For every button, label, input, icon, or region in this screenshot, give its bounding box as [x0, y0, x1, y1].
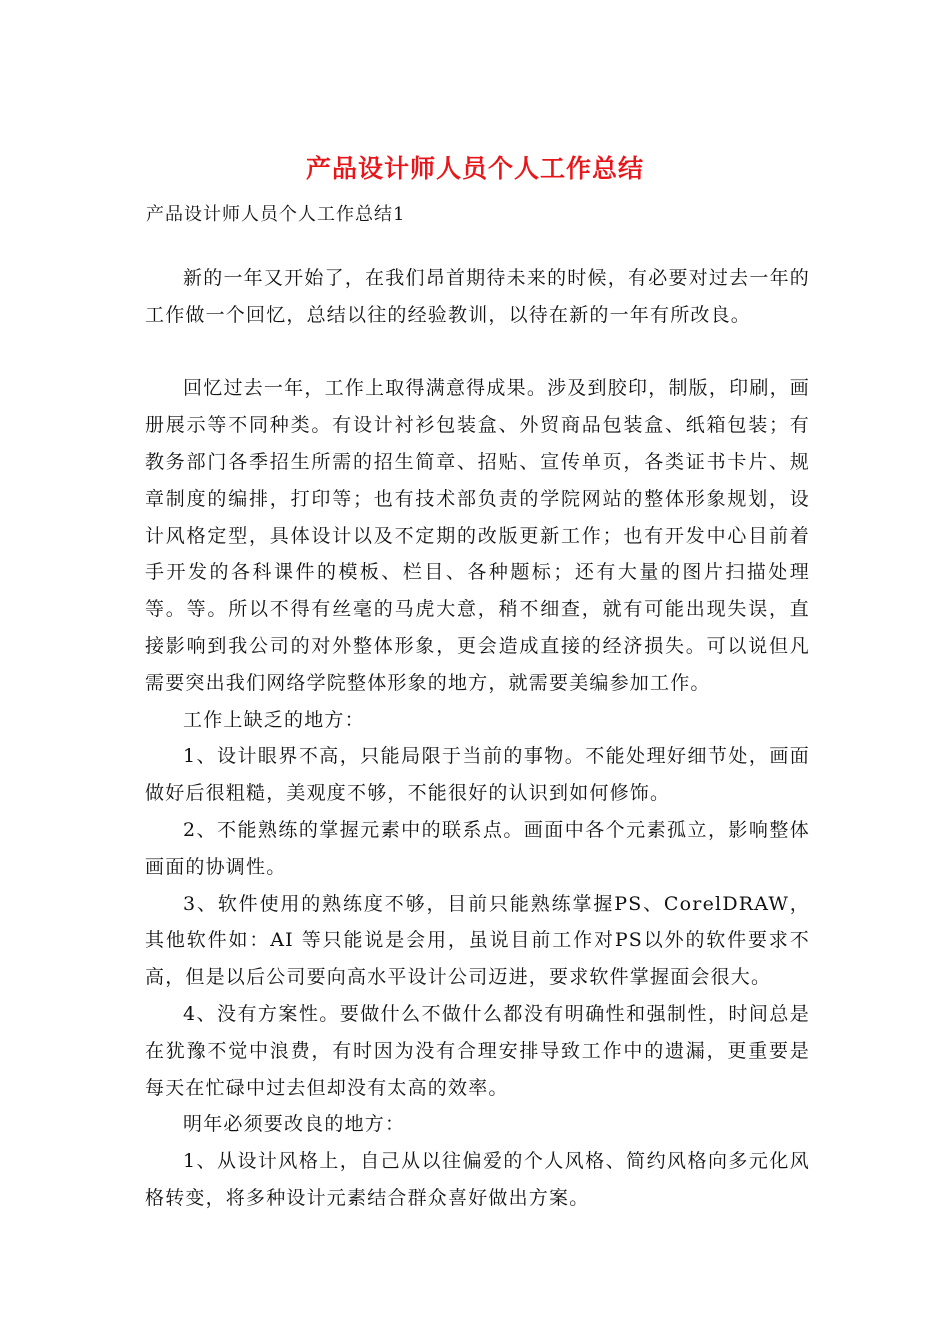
- paragraph-review: 回忆过去一年，工作上取得满意得成果。涉及到胶印，制版，印刷，画册展示等不同种类。有设计衬衫包装盒、外贸商品包装盒、纸箱包装；有教务部门各季招生所需的招生简章、招贴、宣传单页，各类证书卡片、规章制度的编排，打印等；也有技术部负责的学院网站的整体形象规划，设计风格定型，具体设计以及不定期的改版更新工作；也有开发中心目前着手开发的各科课件的模板、栏目、各种题标；还有大量的图片扫描处理等。等。所以不得有丝毫的马虎大意，稍不细查，就有可能出现失误，直接影响到我公司的对外整体形象，更会造成直接的经济损失。可以说但凡需要突出我们网络学院整体形象的地方，就需要美编参加工作。: [145, 377, 810, 694]
- document-title: 产品设计师人员个人工作总结: [305, 154, 644, 183]
- document-subtitle: 产品设计师人员个人工作总结1: [146, 204, 406, 225]
- paragraph-shortcoming-4: 4、没有方案性。要做什么不做什么都没有明确性和强制性，时间总是在犹豫不觉中浪费，有时因为没有合理安排导致工作中的遗漏，更重要是每天在忙碌中过去但却没有太高的效率。: [145, 1002, 810, 1099]
- paragraph-gap: [145, 334, 810, 371]
- paragraph-shortcoming-2: 2、不能熟练的掌握元素中的联系点。画面中各个元素孤立，影响整体画面的协调性。: [145, 818, 810, 878]
- paragraph-improvement-1: 1、从设计风格上，自己从以往偏爱的个人风格、简约风格向多元化风格转变，将多种设计元素结合群众喜好做出方案。: [145, 1150, 810, 1209]
- paragraph-shortcoming-1: 1、设计眼界不高，只能局限于当前的事物。不能处理好细节处，画面做好后很粗糙，美观度不够，不能很好的认识到如何修饰。: [145, 745, 810, 805]
- paragraph-shortcoming-3: 3、软件使用的熟练度不够，目前只能熟练掌握PS、CorelDRAW，其他软件如：AI 等只能说是会用，虽说目前工作对PS以外的软件要求不高，但是以后公司要向高水平设计公司迈进，要求软件掌握面会很大。: [145, 892, 810, 989]
- paragraph-improvements-heading: 明年必须要改良的地方：: [183, 1113, 406, 1136]
- paragraph-intro: 新的一年又开始了，在我们昂首期待未来的时候，有必要对过去一年的工作做一个回忆，总结以往的经验教训，以待在新的一年有所改良。: [145, 267, 810, 326]
- document-body: [145, 260, 810, 1217]
- paragraph-shortcomings-heading: 工作上缺乏的地方：: [183, 708, 365, 731]
